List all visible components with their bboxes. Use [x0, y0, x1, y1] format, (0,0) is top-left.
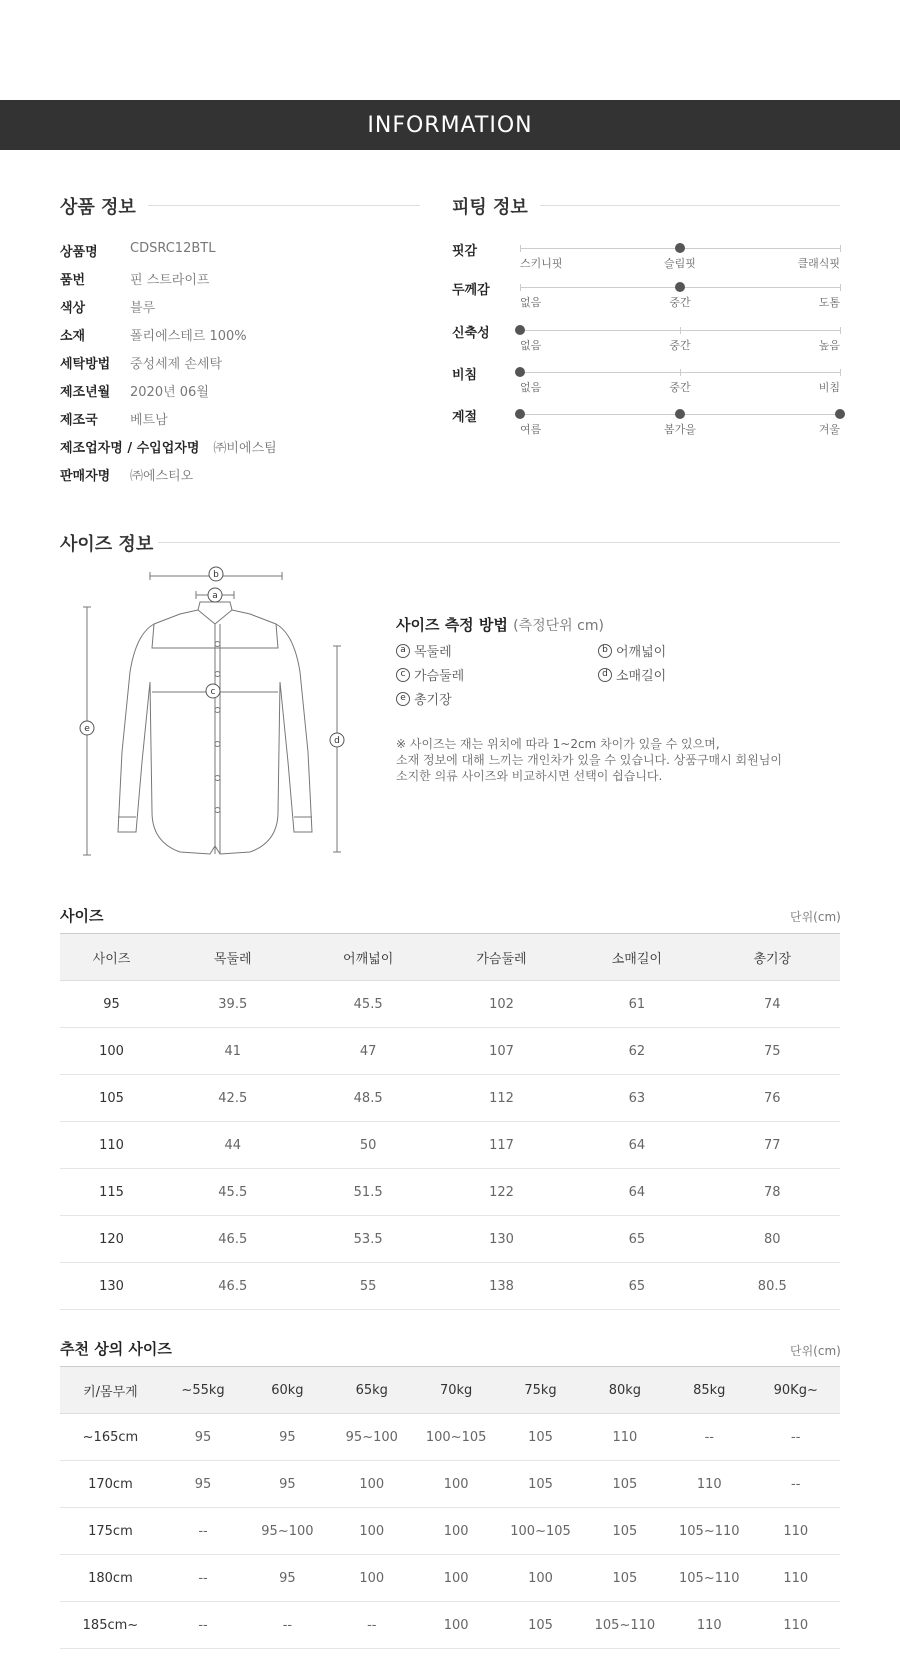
product-info-row — [60, 241, 215, 260]
table-row — [60, 1216, 840, 1263]
fit-selected-dot — [835, 409, 845, 419]
column-header: 70kg — [414, 1367, 498, 1414]
table-cell: 65 — [569, 1216, 704, 1263]
fit-selected-dot — [515, 409, 525, 419]
table-cell: -- — [667, 1414, 751, 1461]
table-cell: 115 — [60, 1169, 163, 1216]
table-cell: 78 — [705, 1169, 840, 1216]
fit-option: 중간 — [669, 296, 691, 309]
table-cell: 46.5 — [163, 1216, 302, 1263]
table-cell: 65 — [569, 1263, 704, 1310]
table-cell: 105~110 — [667, 1508, 751, 1555]
table-cell: 110 — [60, 1122, 163, 1169]
fit-option: 여름 — [520, 423, 542, 436]
table-cell: 130 — [60, 1263, 163, 1310]
table-cell: 107 — [434, 1028, 569, 1075]
fit-tick — [840, 369, 841, 376]
fit-scale — [520, 248, 840, 249]
shirt-diagram — [70, 562, 370, 862]
table-cell: 100 — [414, 1602, 498, 1649]
table-cell: 47 — [302, 1028, 433, 1075]
table-cell: 105 — [583, 1461, 667, 1508]
table-cell: 105 — [583, 1508, 667, 1555]
table-cell: 51.5 — [302, 1169, 433, 1216]
product-info-label: 제조국 — [60, 413, 98, 428]
legend-item-가슴둘레 — [396, 665, 464, 684]
column-header: 60kg — [245, 1367, 329, 1414]
table-cell: 122 — [434, 1169, 569, 1216]
table-cell: 53.5 — [302, 1216, 433, 1263]
table-cell: 100~105 — [414, 1414, 498, 1461]
legend-label: 목둘레 — [414, 645, 452, 660]
fit-scale — [520, 287, 840, 288]
fit-tick — [680, 327, 681, 334]
fit-option: 없음 — [520, 296, 542, 309]
table-cell: 110 — [751, 1508, 840, 1555]
table-cell: 95~100 — [245, 1508, 329, 1555]
table-cell: -- — [751, 1414, 840, 1461]
table-cell: 100 — [60, 1028, 163, 1075]
diagram-mark-c: c — [210, 687, 216, 697]
recommend-table-unit: 단위(cm) — [790, 1344, 841, 1358]
table-cell: 105 — [60, 1075, 163, 1122]
table-cell: 138 — [434, 1263, 569, 1310]
fit-scale — [520, 414, 840, 415]
table-cell: 80.5 — [705, 1263, 840, 1310]
table-cell: 75 — [705, 1028, 840, 1075]
table-cell: 100~105 — [498, 1508, 582, 1555]
product-info-value: 2020년 06월 — [130, 385, 209, 400]
product-info-value: 블루 — [130, 301, 156, 316]
diagram-mark-d: d — [334, 736, 340, 746]
product-info-row — [60, 381, 209, 400]
table-cell: 100 — [330, 1555, 414, 1602]
table-cell: 42.5 — [163, 1075, 302, 1122]
column-header: 75kg — [498, 1367, 582, 1414]
table-cell: 102 — [434, 981, 569, 1028]
product-info-label: 소재 — [60, 329, 86, 344]
fit-option: 높음 — [818, 339, 840, 352]
table-row — [60, 1508, 840, 1555]
product-info-value: CDSRC12BTL — [130, 241, 216, 256]
table-cell: 110 — [667, 1602, 751, 1649]
fit-tick — [520, 245, 521, 252]
table-cell: 50 — [302, 1122, 433, 1169]
table-cell: 175cm — [60, 1508, 161, 1555]
legend-mark: b — [598, 644, 612, 658]
table-cell: 180cm — [60, 1555, 161, 1602]
table-cell: 100 — [414, 1508, 498, 1555]
size-table — [60, 933, 840, 1310]
product-info-value: 중성세제 손세탁 — [130, 357, 223, 372]
product-info-value: 폴리에스테르 100% — [130, 329, 247, 344]
size-info-divider — [158, 542, 840, 543]
table-row — [60, 1169, 840, 1216]
fit-option: 중간 — [669, 381, 691, 394]
legend-label: 총기장 — [414, 693, 452, 708]
table-cell: 105 — [583, 1555, 667, 1602]
size-note-line: ※ 사이즈는 재는 위치에 따라 1~2cm 차이가 있을 수 있으며, — [396, 737, 720, 751]
table-cell: 105 — [498, 1602, 582, 1649]
table-cell: 120 — [60, 1216, 163, 1263]
size-table-title: 사이즈 — [60, 907, 104, 925]
legend-label: 가슴둘레 — [414, 669, 465, 684]
size-note-line: 소재 정보에 대해 느끼는 개인차가 있을 수 있습니다. 상품구매시 회원님이 — [396, 753, 782, 767]
column-header: 90Kg~ — [751, 1367, 840, 1414]
fit-label: 비침 — [452, 368, 478, 383]
table-row — [60, 1075, 840, 1122]
table-cell: 110 — [751, 1555, 840, 1602]
product-info-value: 핀 스트라이프 — [130, 273, 210, 288]
table-cell: 105 — [498, 1414, 582, 1461]
measure-method-unit: (측정단위 cm) — [513, 618, 604, 634]
table-cell: 112 — [434, 1075, 569, 1122]
table-cell: -- — [161, 1602, 245, 1649]
legend-mark: d — [598, 668, 612, 682]
product-info-value: ㈜에스티오 — [130, 469, 194, 484]
fit-label: 핏감 — [452, 244, 478, 259]
fit-label: 계절 — [452, 410, 478, 425]
table-cell: 46.5 — [163, 1263, 302, 1310]
fit-scale — [520, 372, 840, 373]
product-info-label: 제조년월 — [60, 385, 111, 400]
fit-tick — [840, 284, 841, 291]
measure-method-title — [396, 614, 604, 635]
table-row — [60, 1602, 840, 1649]
table-cell: 170cm — [60, 1461, 161, 1508]
banner-title: INFORMATION — [367, 112, 533, 138]
fit-option: 슬림핏 — [664, 257, 696, 270]
table-cell: -- — [330, 1602, 414, 1649]
table-cell: 95~100 — [330, 1414, 414, 1461]
table-cell: 130 — [434, 1216, 569, 1263]
column-header: 사이즈 — [60, 934, 163, 981]
fit-option: 없음 — [520, 339, 542, 352]
size-note — [396, 736, 836, 784]
fit-label: 두께감 — [452, 283, 490, 298]
table-cell: 95 — [245, 1461, 329, 1508]
fit-selected-dot — [515, 367, 525, 377]
fit-option: 도톰 — [818, 296, 840, 309]
measure-method-label: 사이즈 측정 방법 — [396, 616, 508, 634]
product-info-value: ㈜비에스팀 — [213, 441, 277, 456]
table-cell: 185cm~ — [60, 1602, 161, 1649]
table-cell: 48.5 — [302, 1075, 433, 1122]
table-cell: 110 — [751, 1602, 840, 1649]
table-cell: 95 — [161, 1461, 245, 1508]
column-header: 어깨넓이 — [302, 934, 433, 981]
legend-label: 어깨넓이 — [616, 645, 667, 660]
column-header: 80kg — [583, 1367, 667, 1414]
product-info-label: 상품명 — [60, 245, 98, 260]
fit-tick — [520, 284, 521, 291]
product-info-title: 상품 정보 — [60, 197, 136, 218]
table-row — [60, 1263, 840, 1310]
product-info-row — [60, 297, 155, 316]
fit-tick — [840, 327, 841, 334]
table-cell: 77 — [705, 1122, 840, 1169]
table-cell: 41 — [163, 1028, 302, 1075]
table-cell: 74 — [705, 981, 840, 1028]
fit-option: 봄가을 — [664, 423, 696, 436]
table-cell: 105~110 — [667, 1555, 751, 1602]
product-info-row — [60, 465, 193, 484]
legend-item-목둘레 — [396, 641, 452, 660]
product-info-row — [60, 269, 209, 288]
column-header: 85kg — [667, 1367, 751, 1414]
table-cell: 100 — [414, 1555, 498, 1602]
table-cell: 105~110 — [583, 1602, 667, 1649]
diagram-mark-b: b — [213, 570, 219, 580]
legend-item-소매길이 — [598, 665, 666, 684]
column-header: 소매길이 — [569, 934, 704, 981]
fit-selected-dot — [515, 325, 525, 335]
recommend-table — [60, 1366, 840, 1649]
table-cell: 95 — [245, 1555, 329, 1602]
fit-selected-dot — [675, 243, 685, 253]
fit-option: 겨울 — [818, 423, 840, 436]
fit-option: 클래식핏 — [797, 257, 840, 270]
product-info-row — [60, 325, 247, 344]
legend-item-어깨넓이 — [598, 641, 666, 660]
fit-scale — [520, 330, 840, 331]
size-note-line: 소지한 의류 사이즈와 비교하시면 선택이 쉽습니다. — [396, 769, 663, 783]
table-cell: 95 — [161, 1414, 245, 1461]
table-cell: 64 — [569, 1122, 704, 1169]
product-info-divider — [148, 205, 420, 206]
legend-mark: e — [396, 692, 410, 706]
table-cell: -- — [751, 1461, 840, 1508]
fit-option: 비침 — [818, 381, 840, 394]
fit-label: 신축성 — [452, 326, 490, 341]
size-table-unit: 단위(cm) — [790, 910, 841, 924]
table-cell: 100 — [330, 1461, 414, 1508]
product-info-label: 색상 — [60, 301, 86, 316]
table-cell: 44 — [163, 1122, 302, 1169]
table-cell: -- — [161, 1555, 245, 1602]
table-row — [60, 1555, 840, 1602]
recommend-table-title: 추천 상의 사이즈 — [60, 1340, 172, 1358]
product-info-row — [60, 437, 277, 456]
table-row — [60, 1461, 840, 1508]
shirt-collar — [198, 602, 232, 624]
table-cell: 62 — [569, 1028, 704, 1075]
legend-mark: a — [396, 644, 410, 658]
table-cell: 100 — [498, 1555, 582, 1602]
fit-option: 중간 — [669, 339, 691, 352]
size-info-title: 사이즈 정보 — [60, 534, 154, 555]
fit-option: 없음 — [520, 381, 542, 394]
column-header: 65kg — [330, 1367, 414, 1414]
column-header: 총기장 — [705, 934, 840, 981]
legend-mark: c — [396, 668, 410, 682]
table-row — [60, 1414, 840, 1461]
column-header: 키/몸무게 — [60, 1367, 161, 1414]
diagram-mark-e: e — [84, 724, 90, 734]
table-cell: 110 — [583, 1414, 667, 1461]
table-cell: -- — [245, 1602, 329, 1649]
table-cell: 110 — [667, 1461, 751, 1508]
table-row — [60, 1122, 840, 1169]
table-cell: 55 — [302, 1263, 433, 1310]
table-row — [60, 1028, 840, 1075]
product-info-label: 제조업자명 / 수입업자명 — [60, 441, 200, 456]
fit-tick — [840, 245, 841, 252]
table-cell: 64 — [569, 1169, 704, 1216]
table-cell: ~165cm — [60, 1414, 161, 1461]
table-cell: 117 — [434, 1122, 569, 1169]
fit-selected-dot — [675, 282, 685, 292]
table-cell: 95 — [60, 981, 163, 1028]
fitting-info-divider — [540, 205, 840, 206]
table-cell: 80 — [705, 1216, 840, 1263]
fit-selected-dot — [675, 409, 685, 419]
information-banner — [0, 100, 900, 150]
product-info-row — [60, 353, 222, 372]
column-header: ~55kg — [161, 1367, 245, 1414]
table-cell: 63 — [569, 1075, 704, 1122]
product-info-row — [60, 409, 168, 428]
column-header: 가슴둘레 — [434, 934, 569, 981]
diagram-mark-a: a — [212, 591, 218, 601]
table-cell: 61 — [569, 981, 704, 1028]
table-cell: 39.5 — [163, 981, 302, 1028]
table-cell: 95 — [245, 1414, 329, 1461]
product-info-label: 품번 — [60, 273, 86, 288]
product-info-label: 판매자명 — [60, 469, 111, 484]
fit-option: 스키니핏 — [520, 257, 563, 270]
table-cell: -- — [161, 1508, 245, 1555]
table-cell: 100 — [330, 1508, 414, 1555]
table-cell: 45.5 — [163, 1169, 302, 1216]
column-header: 목둘레 — [163, 934, 302, 981]
legend-label: 소매길이 — [616, 669, 667, 684]
table-row — [60, 981, 840, 1028]
table-cell: 45.5 — [302, 981, 433, 1028]
fit-tick — [680, 369, 681, 376]
table-cell: 105 — [498, 1461, 582, 1508]
table-cell: 100 — [414, 1461, 498, 1508]
product-info-label: 세탁방법 — [60, 357, 111, 372]
legend-item-총기장 — [396, 689, 452, 708]
fitting-info-title: 피팅 정보 — [452, 197, 528, 218]
product-info-value: 베트남 — [130, 413, 168, 428]
table-cell: 76 — [705, 1075, 840, 1122]
